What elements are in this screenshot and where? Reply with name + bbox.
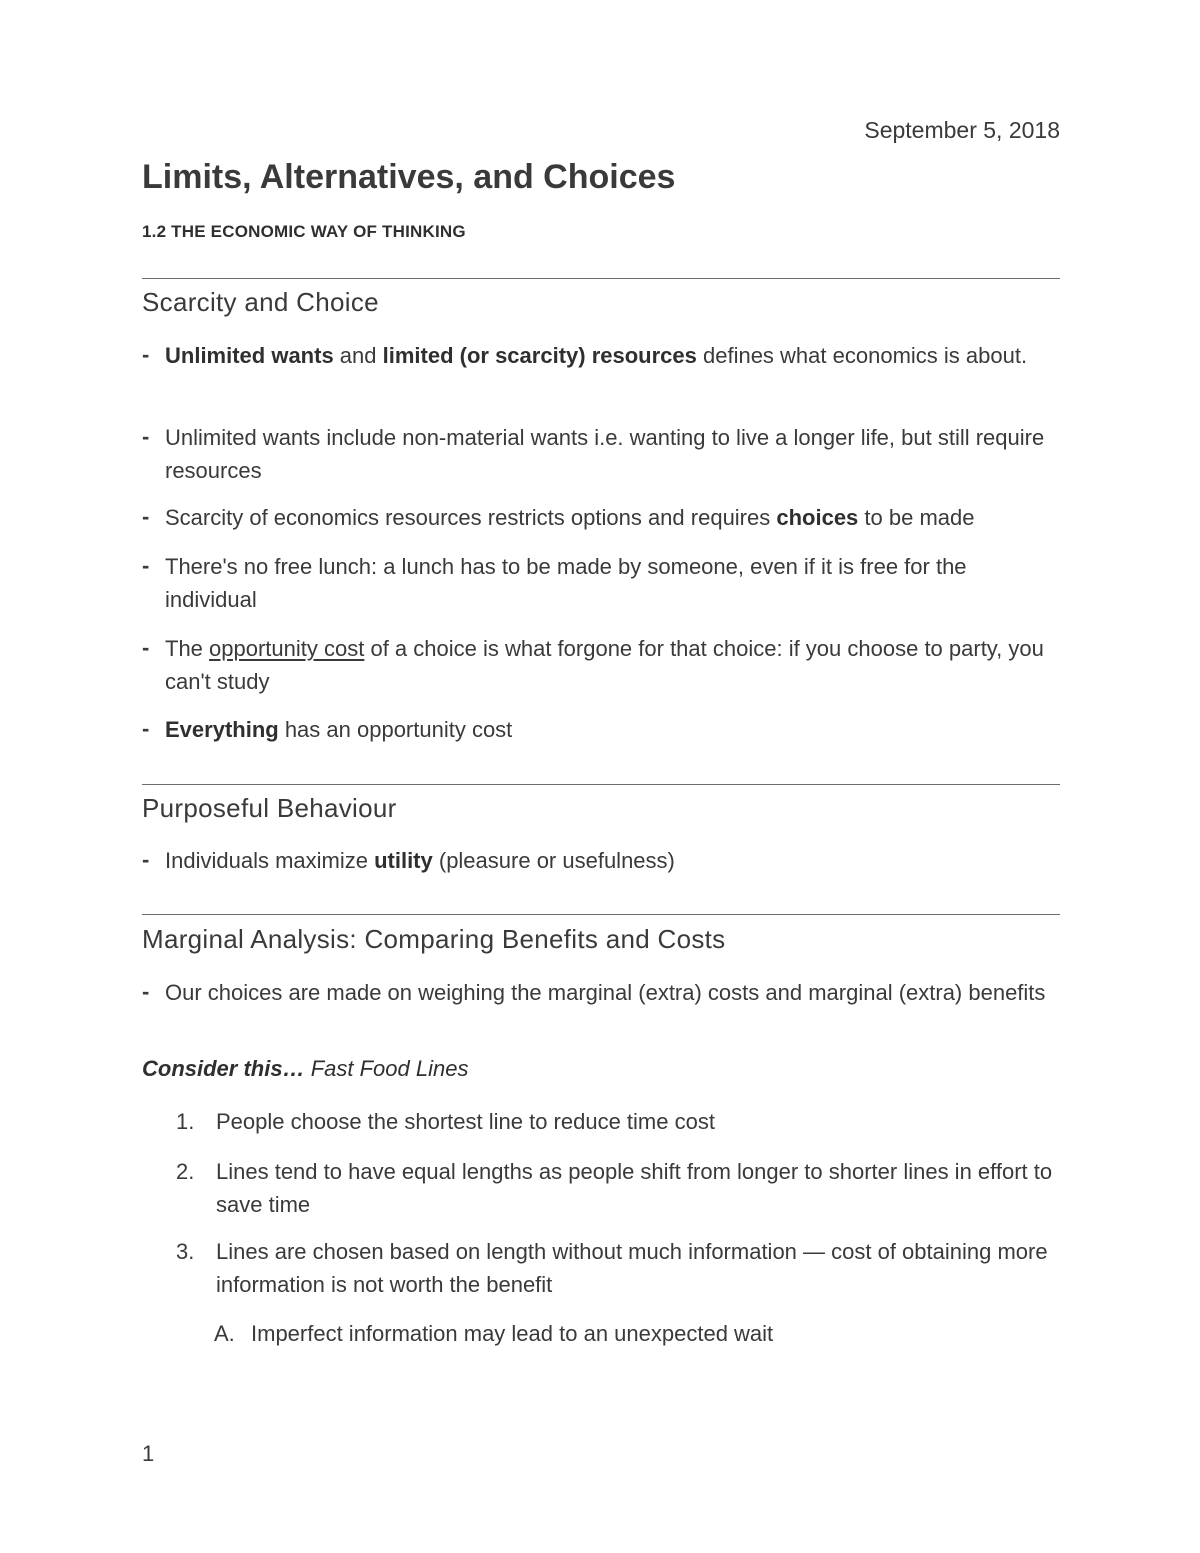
lettered-subitem-text: Imperfect information may lead to an unexpected wait — [251, 1321, 774, 1346]
list-item — [142, 501, 1060, 534]
bullet-marker: - — [142, 635, 150, 660]
list-item — [142, 976, 1060, 1009]
text-run: to be made — [858, 505, 975, 530]
bold-term: choices — [776, 505, 859, 530]
text-run: of a choice is what forgone for that choice: if you choose to party, you can't study — [165, 636, 1044, 694]
section-divider — [142, 914, 1060, 915]
list-number: 2. — [176, 1159, 195, 1184]
numbered-item — [172, 1235, 1060, 1301]
bold-term: limited (or scarcity) resources — [382, 343, 697, 368]
section-divider — [142, 278, 1060, 279]
list-item-text: Unlimited wants include non-material wants i.e. wanting to live a longer life, but still require resources — [165, 425, 1045, 483]
text-run: and — [333, 343, 383, 368]
list-item — [142, 550, 1060, 616]
bold-term: utility — [374, 848, 433, 873]
list-item-text: There's no free lunch: a lunch has to be made by someone, even if it is free for the individual — [165, 554, 967, 612]
numbered-item-text: Lines are chosen based on length without much information — cost of obtaining more information is not worth the benefit — [216, 1239, 1048, 1297]
list-item — [142, 844, 1060, 877]
lettered-subitem — [212, 1317, 1052, 1350]
consider-topic: Fast Food Lines — [304, 1056, 469, 1081]
list-item-text: Our choices are made on weighing the marginal (extra) costs and marginal (extra) benefits — [165, 980, 1046, 1005]
numbered-item-text: Lines tend to have equal lengths as people shift from longer to shorter lines in effort to save time — [216, 1159, 1053, 1217]
section-divider — [142, 784, 1060, 785]
section-heading-scarcity: Scarcity and Choice — [142, 287, 379, 317]
document-title: Limits, Alternatives, and Choices — [142, 158, 676, 196]
list-letter: A. — [214, 1321, 235, 1346]
text-run: (pleasure or usefulness) — [432, 848, 675, 873]
text-run: has an opportunity cost — [278, 717, 513, 742]
list-item — [142, 713, 1060, 746]
section-heading-purposeful: Purposeful Behaviour — [142, 793, 397, 823]
bullet-marker: - — [142, 716, 150, 741]
text-run: defines what economics is about. — [696, 343, 1028, 368]
bold-term: Unlimited wants — [165, 343, 334, 368]
list-item — [142, 632, 1060, 698]
section-heading-marginal: Marginal Analysis: Comparing Benefits and Costs — [142, 924, 726, 954]
bold-term: Everything — [165, 717, 279, 742]
text-run: The — [165, 636, 210, 661]
document-subtitle: 1.2 THE ECONOMIC WAY OF THINKING — [142, 222, 466, 241]
bullet-marker: - — [142, 553, 150, 578]
numbered-item — [172, 1155, 1060, 1221]
list-item-text — [165, 501, 1060, 534]
text-run: Scarcity of economics resources restricts options and requires — [165, 505, 777, 530]
list-item-text — [165, 844, 1060, 877]
numbered-item-text: People choose the shortest line to reduce time cost — [216, 1109, 715, 1134]
list-item — [142, 339, 1060, 372]
underlined-term: opportunity cost — [209, 636, 365, 661]
list-item-text — [165, 632, 1060, 698]
consider-this-heading — [142, 1056, 468, 1082]
bullet-marker: - — [142, 504, 150, 529]
bullet-marker: - — [142, 342, 150, 367]
bullet-marker: - — [142, 979, 150, 1004]
text-run: Individuals maximize — [165, 848, 375, 873]
list-item-text — [165, 339, 1060, 372]
bullet-marker: - — [142, 847, 150, 872]
page-number: 1 — [142, 1441, 155, 1466]
document-date: September 5, 2018 — [864, 117, 1060, 143]
list-item — [142, 421, 1060, 487]
list-number: 3. — [176, 1239, 195, 1264]
numbered-item — [172, 1105, 1060, 1138]
list-number: 1. — [176, 1109, 195, 1134]
consider-label: Consider this… — [142, 1056, 305, 1081]
list-item-text — [165, 713, 1060, 746]
bullet-marker: - — [142, 424, 150, 449]
